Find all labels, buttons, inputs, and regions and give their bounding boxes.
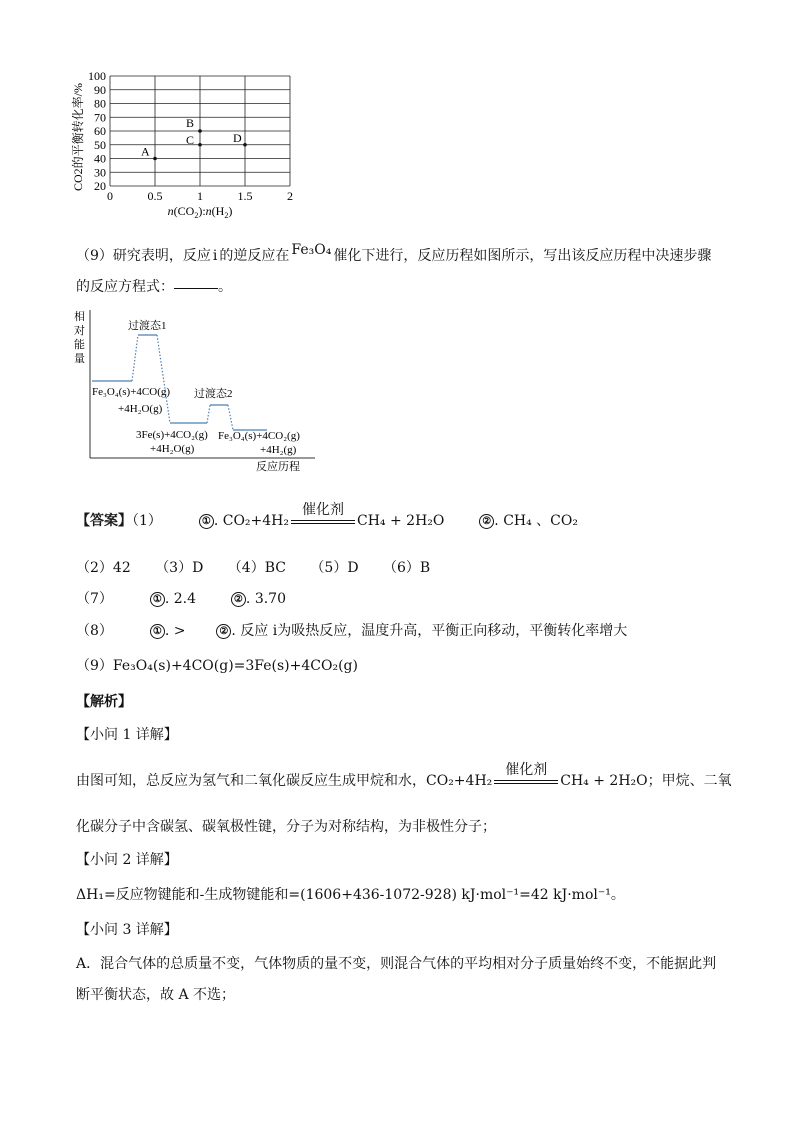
delta-h1: ΔH₁ <box>76 887 104 903</box>
x-tick-label: 2 <box>287 189 293 203</box>
s1-line2: 化碳分子中含碳氢、碳氧极性键，分子为对称结构，为非极性分子； <box>76 819 496 835</box>
y-tick-label: 70 <box>94 110 106 125</box>
data-point-c <box>198 143 202 147</box>
answer-5: （5）D <box>310 560 359 576</box>
data-point-b <box>198 129 202 133</box>
x-tick-labels <box>107 189 293 203</box>
state2-line1: 3Fe(s)+4CO₂(g) <box>136 429 208 441</box>
y-tick-label: 30 <box>94 165 106 180</box>
s3-line1: A．混合气体的总质量不变，气体物质的量不变，则混合气体的平均相对分子质量始终不变，不能据此判 <box>76 956 717 972</box>
y-tick-label: 20 <box>94 179 106 193</box>
energy-y-label-1: 相 <box>74 311 85 323</box>
energy-y-label-2: 对 <box>74 325 85 337</box>
s1-line1 <box>76 762 732 790</box>
marker-2: ② <box>479 514 494 529</box>
marker-8-1: ① <box>150 624 165 639</box>
point-label-c: C <box>186 132 195 147</box>
s2-line <box>76 884 625 904</box>
q9-text-before: 研究表明，反应 <box>112 248 211 264</box>
marker-7-2: ② <box>231 592 246 607</box>
catalyst-arrow <box>289 502 357 529</box>
y-tick-label: 50 <box>94 137 106 152</box>
energy-y-label-3: 能 <box>74 339 85 351</box>
energy-y-label-4: 量 <box>74 353 85 365</box>
s2-title: 【小问 2 详解】 <box>76 852 178 868</box>
q9-roman: ⅰ <box>212 248 218 264</box>
state1-line1: Fe₃O₄(s)+4CO(g) <box>92 386 171 398</box>
answer-tag: 【答案】 <box>76 513 132 529</box>
y-axis-label: CO2的平衡转化率/% <box>71 82 85 191</box>
q9-catalyst: Fe₃O₄ <box>291 242 332 258</box>
answer-line-9 <box>76 655 358 675</box>
chart-points <box>141 116 247 160</box>
answer-8-part2: 反应 i为吸热反应，温度升高，平衡正向移动，平衡转化率增大 <box>240 623 628 639</box>
answer-blank <box>174 287 218 289</box>
catalyst-label: 催化剂 <box>302 502 344 518</box>
data-point-d <box>243 143 247 147</box>
state2-line2: +4H₂O(g) <box>150 443 195 455</box>
answer-2: （2）42 <box>76 560 131 576</box>
marker-1: ① <box>199 514 214 529</box>
q9-text-after: 催化下进行，反应历程如图所示，写出该反应历程中决速步骤 <box>333 248 712 264</box>
answer-8-part1: > <box>173 623 186 639</box>
answer-1-label: （1） <box>132 513 162 529</box>
s1-title: 【小问 1 详解】 <box>76 727 178 743</box>
y-tick-label: 80 <box>94 96 106 111</box>
q9-end: 。 <box>218 279 232 295</box>
y-tick-label: 100 <box>88 69 106 83</box>
state3-line2: +4H₂(g) <box>260 444 297 456</box>
answer-line-2 <box>76 557 430 577</box>
answer-8-label: （8） <box>76 623 113 639</box>
q9-number: （9） <box>76 248 113 264</box>
energy-diagram <box>70 305 330 475</box>
s1-catalyst-arrow <box>492 762 560 789</box>
s2-text: =反应物键能和-生成物键能和=(1606+436-1072-928) kJ·mol⁻¹=42 kJ·mol⁻¹。 <box>103 887 625 903</box>
analysis-tag: 【解析】 <box>76 694 132 710</box>
s1-text-b: ；甲烷、二氧 <box>647 773 732 789</box>
answer-1-eq-left: CO₂+4H₂ <box>222 513 289 529</box>
energy-x-label: 反应历程 <box>256 461 300 473</box>
path-down-ts2 <box>228 405 233 430</box>
s1-catalyst-label: 催化剂 <box>505 762 548 778</box>
answer-7-label: （7） <box>76 591 113 607</box>
point-label-d: D <box>233 130 242 145</box>
q9-line2 <box>76 276 232 296</box>
s1-eq-left: CO₂+4H₂ <box>426 773 493 789</box>
s3-title: 【小问 3 详解】 <box>76 922 178 938</box>
y-tick-label: 40 <box>94 151 106 166</box>
x-tick-label: 1.5 <box>237 189 253 203</box>
y-tick-label: 60 <box>94 124 106 138</box>
answer-line-8: （8） ① . > ② . 反应 i为吸热反应，温度升高，平衡正向移动，平衡转化率增大 <box>76 623 628 639</box>
marker-7-1: ① <box>150 592 165 607</box>
state1-line2: +4H₂O(g) <box>118 403 163 415</box>
state3-line1: Fe₃O₄(s)+4CO₂(g) <box>218 430 300 442</box>
answer-7-part1: 2.4 <box>173 591 196 607</box>
x-tick-label: 0.5 <box>147 189 163 203</box>
q9-line2-text: 的反应方程式： <box>76 279 174 295</box>
answer-6: （6）B <box>383 560 431 576</box>
conversion-chart <box>60 66 310 226</box>
answer-9: （9）Fe₃O₄(s)+4CO(g)=3Fe(s)+4CO₂(g) <box>76 658 358 674</box>
q9-line1 <box>76 242 712 265</box>
answer-line-7: （7） ① . 2.4 ② . 3.70 <box>76 591 286 607</box>
s1-text-a: 由图可知，总反应为氢气和二氧化碳反应生成甲烷和水， <box>76 773 426 789</box>
ts1-label: 过渡态1 <box>128 320 167 332</box>
answer-1-part2: CH₄ 、CO₂ <box>503 513 578 529</box>
path-up-ts1 <box>132 335 138 381</box>
ts2-label: 过渡态2 <box>194 388 233 400</box>
data-point-a <box>153 157 157 161</box>
s1-eq-right: CH₄ + 2H₂O <box>560 773 648 789</box>
answer-1-eq-right: CH₄ + 2H₂O <box>357 513 445 529</box>
path-up-ts2 <box>207 405 210 423</box>
y-tick-label: 90 <box>94 82 106 97</box>
y-tick-labels <box>88 69 106 193</box>
x-tick-label: 0 <box>107 189 113 203</box>
answer-7-part2: 3.70 <box>254 591 286 607</box>
marker-8-2: ② <box>216 624 231 639</box>
s3-line2: 断平衡状态，故 A 不选； <box>76 987 236 1003</box>
q9-text-mid: 的逆反应在 <box>219 248 290 264</box>
point-label-b: B <box>186 116 195 130</box>
answer-line-1: 【答案】（1） ① . CO₂+4H₂ 催化剂 CH₄ + 2H₂O ② . CH₄ 、CO₂ <box>76 510 578 530</box>
answer-4: （4）BC <box>227 560 286 576</box>
point-label-a: A <box>141 144 150 159</box>
x-tick-label: 1 <box>197 189 203 203</box>
answer-3: （3）D <box>155 560 204 576</box>
x-axis-label: $n(CO_2):n(H_2)$ <box>167 204 233 220</box>
